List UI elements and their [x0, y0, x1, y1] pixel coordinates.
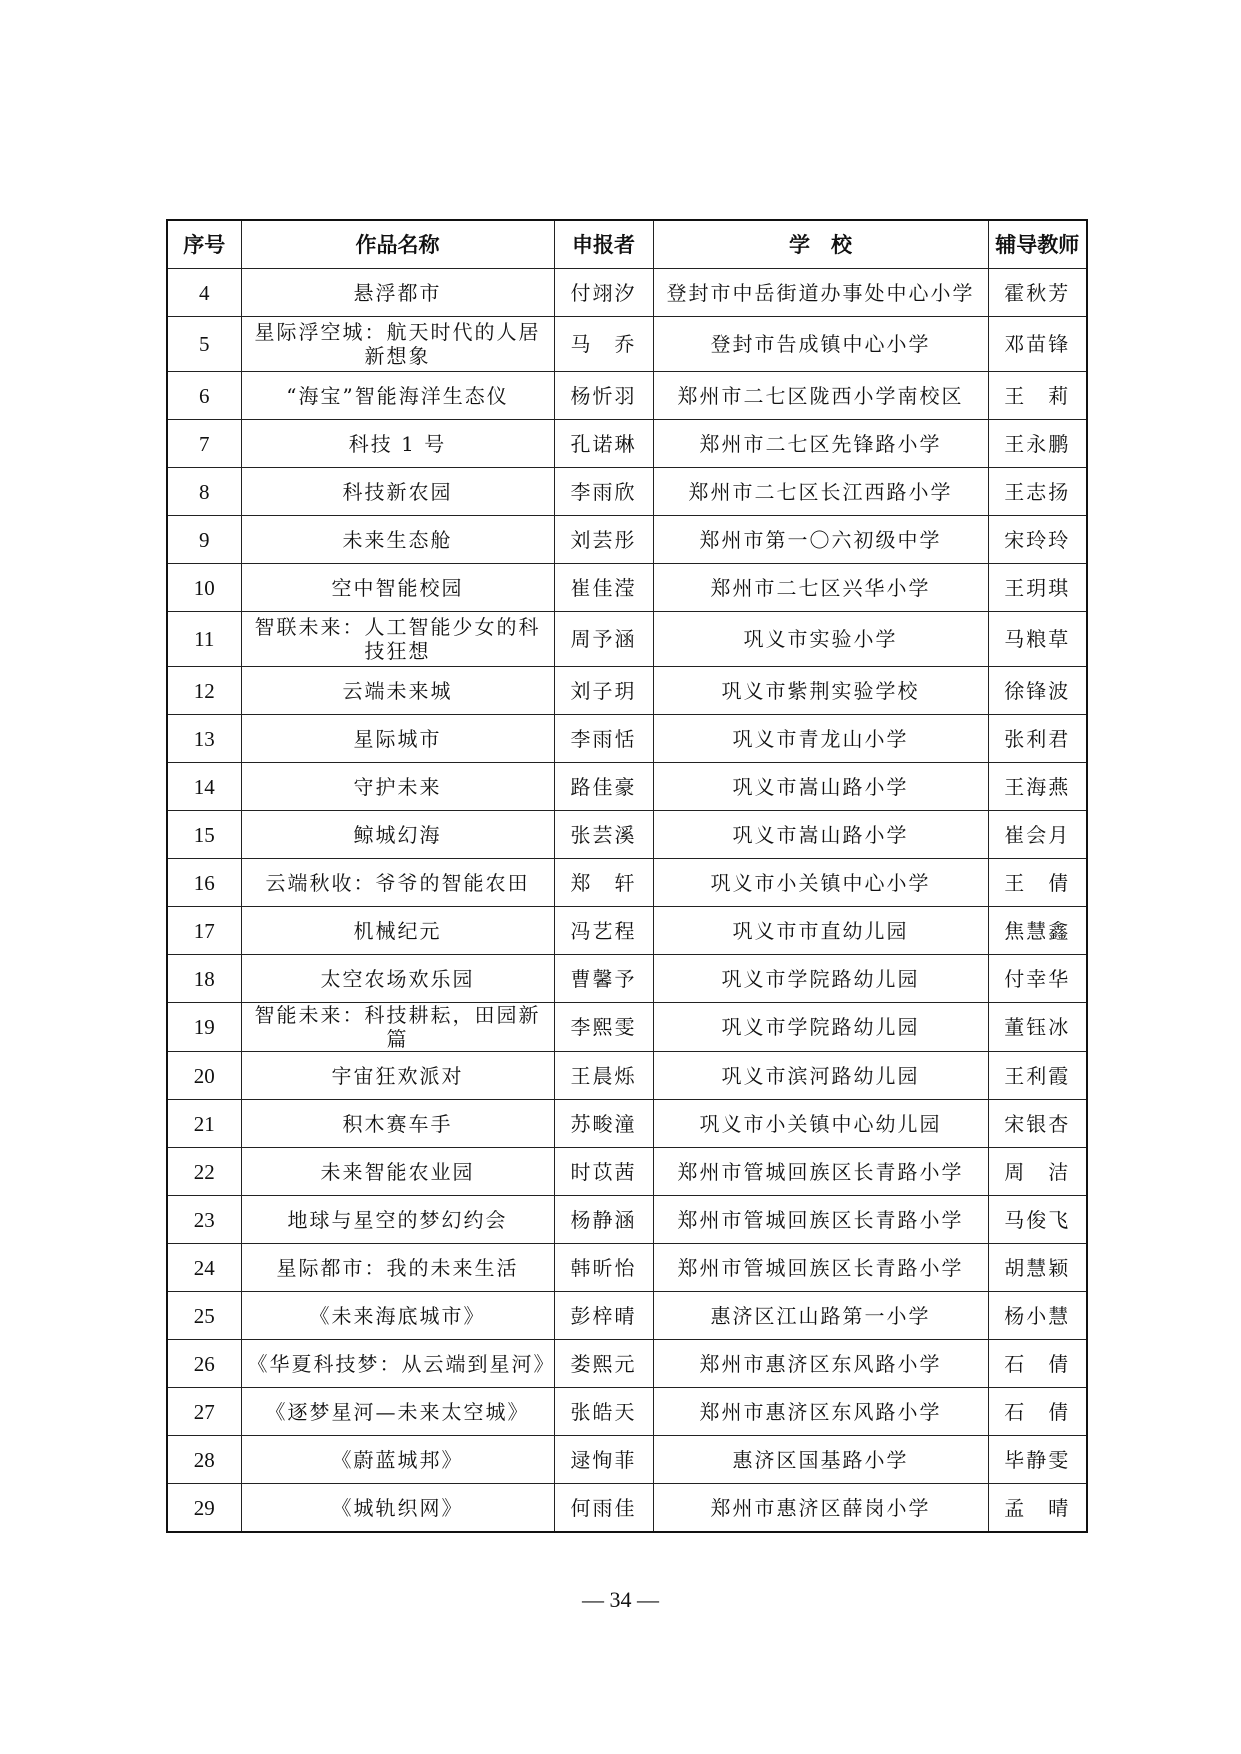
table-row — [167, 468, 1087, 516]
row-school: 巩义市学院路幼儿园 — [653, 1003, 988, 1052]
row-school: 巩义市紫荆实验学校 — [653, 667, 988, 715]
table-row — [167, 1340, 1087, 1388]
row-school: 巩义市学院路幼儿园 — [653, 955, 988, 1003]
row-teacher: 王 倩 — [988, 859, 1087, 907]
row-applicant: 李雨恬 — [554, 715, 653, 763]
row-teacher: 付幸华 — [988, 955, 1087, 1003]
row-work-title: 星际浮空城：航天时代的人居新想象 — [241, 317, 554, 372]
row-applicant: 冯艺程 — [554, 907, 653, 955]
row-teacher: 王利霞 — [988, 1052, 1087, 1100]
table-row — [167, 907, 1087, 955]
row-applicant: 刘芸彤 — [554, 516, 653, 564]
row-teacher: 董钰冰 — [988, 1003, 1087, 1052]
row-school: 郑州市二七区先锋路小学 — [653, 420, 988, 468]
row-school: 巩义市嵩山路小学 — [653, 763, 988, 811]
row-work-title: 悬浮都市 — [241, 269, 554, 317]
row-applicant: 杨忻羽 — [554, 372, 653, 420]
row-work-title: 科技 1 号 — [241, 420, 554, 468]
row-index: 14 — [167, 763, 241, 811]
header-index: 序号 — [167, 220, 241, 269]
row-index: 27 — [167, 1388, 241, 1436]
header-teacher: 辅导教师 — [988, 220, 1087, 269]
table-row — [167, 1003, 1087, 1052]
row-teacher: 马粮草 — [988, 612, 1087, 667]
row-applicant: 王晨烁 — [554, 1052, 653, 1100]
row-work-title: 未来智能农业园 — [241, 1148, 554, 1196]
row-teacher: 焦慧鑫 — [988, 907, 1087, 955]
row-work-title: 云端未来城 — [241, 667, 554, 715]
table-row — [167, 516, 1087, 564]
row-teacher: 马俊飞 — [988, 1196, 1087, 1244]
row-school: 惠济区国基路小学 — [653, 1436, 988, 1484]
row-school: 巩义市市直幼儿园 — [653, 907, 988, 955]
row-teacher: 宋银杏 — [988, 1100, 1087, 1148]
row-school: 巩义市青龙山小学 — [653, 715, 988, 763]
row-teacher: 宋玲玲 — [988, 516, 1087, 564]
row-school: 巩义市小关镇中心小学 — [653, 859, 988, 907]
table-row — [167, 317, 1087, 372]
header-school: 学 校 — [653, 220, 988, 269]
row-index: 5 — [167, 317, 241, 372]
row-index: 10 — [167, 564, 241, 612]
table-row — [167, 763, 1087, 811]
table-row — [167, 1292, 1087, 1340]
row-index: 17 — [167, 907, 241, 955]
row-teacher: 王永鹏 — [988, 420, 1087, 468]
row-teacher: 徐锋波 — [988, 667, 1087, 715]
row-teacher: 王 莉 — [988, 372, 1087, 420]
row-teacher: 毕静雯 — [988, 1436, 1087, 1484]
table-row — [167, 1052, 1087, 1100]
row-index: 19 — [167, 1003, 241, 1052]
row-work-title: 云端秋收：爷爷的智能农田 — [241, 859, 554, 907]
table-row — [167, 1100, 1087, 1148]
row-work-title: “海宝”智能海洋生态仪 — [241, 372, 554, 420]
row-index: 26 — [167, 1340, 241, 1388]
row-work-title: 科技新农园 — [241, 468, 554, 516]
row-school: 郑州市惠济区东风路小学 — [653, 1388, 988, 1436]
row-index: 12 — [167, 667, 241, 715]
table-row — [167, 612, 1087, 667]
row-index: 28 — [167, 1436, 241, 1484]
row-school: 郑州市惠济区东风路小学 — [653, 1340, 988, 1388]
row-teacher: 杨小慧 — [988, 1292, 1087, 1340]
table-row — [167, 955, 1087, 1003]
row-index: 9 — [167, 516, 241, 564]
row-applicant: 李熙雯 — [554, 1003, 653, 1052]
row-school: 巩义市实验小学 — [653, 612, 988, 667]
row-applicant: 娄熙元 — [554, 1340, 653, 1388]
row-work-title: 鲸城幻海 — [241, 811, 554, 859]
row-applicant: 李雨欣 — [554, 468, 653, 516]
row-work-title: 太空农场欢乐园 — [241, 955, 554, 1003]
row-applicant: 张芸溪 — [554, 811, 653, 859]
table-row — [167, 564, 1087, 612]
row-applicant: 郑 轩 — [554, 859, 653, 907]
table-row — [167, 372, 1087, 420]
row-teacher: 张利君 — [988, 715, 1087, 763]
row-school: 郑州市第一〇六初级中学 — [653, 516, 988, 564]
row-applicant: 彭梓晴 — [554, 1292, 653, 1340]
row-teacher: 胡慧颖 — [988, 1244, 1087, 1292]
row-applicant: 路佳豪 — [554, 763, 653, 811]
table-row — [167, 1244, 1087, 1292]
table-row — [167, 715, 1087, 763]
table-body — [167, 269, 1087, 1533]
row-index: 22 — [167, 1148, 241, 1196]
row-applicant: 周予涵 — [554, 612, 653, 667]
row-teacher: 石 倩 — [988, 1388, 1087, 1436]
row-applicant: 逯恂菲 — [554, 1436, 653, 1484]
row-work-title: 未来生态舱 — [241, 516, 554, 564]
row-index: 24 — [167, 1244, 241, 1292]
award-table-container — [166, 219, 1086, 1533]
row-index: 15 — [167, 811, 241, 859]
row-applicant: 马 乔 — [554, 317, 653, 372]
row-school: 巩义市小关镇中心幼儿园 — [653, 1100, 988, 1148]
row-index: 18 — [167, 955, 241, 1003]
row-index: 25 — [167, 1292, 241, 1340]
row-work-title: 积木赛车手 — [241, 1100, 554, 1148]
page-number: — 34 — — [582, 1587, 659, 1612]
row-teacher: 周 洁 — [988, 1148, 1087, 1196]
row-work-title: 《逐梦星河—未来太空城》 — [241, 1388, 554, 1436]
row-school: 巩义市滨河路幼儿园 — [653, 1052, 988, 1100]
row-work-title: 星际都市：我的未来生活 — [241, 1244, 554, 1292]
row-teacher: 霍秋芳 — [988, 269, 1087, 317]
row-school: 郑州市二七区长江西路小学 — [653, 468, 988, 516]
row-applicant: 苏畯潼 — [554, 1100, 653, 1148]
row-applicant: 曹馨予 — [554, 955, 653, 1003]
row-index: 7 — [167, 420, 241, 468]
row-index: 13 — [167, 715, 241, 763]
row-school: 郑州市惠济区薛岗小学 — [653, 1484, 988, 1533]
row-work-title: 《华夏科技梦：从云端到星河》 — [241, 1340, 554, 1388]
row-school: 郑州市二七区陇西小学南校区 — [653, 372, 988, 420]
row-work-title: 地球与星空的梦幻约会 — [241, 1196, 554, 1244]
row-school: 登封市中岳街道办事处中心小学 — [653, 269, 988, 317]
row-applicant: 付翊汐 — [554, 269, 653, 317]
row-school: 郑州市管城回族区长青路小学 — [653, 1244, 988, 1292]
row-work-title: 《城轨织网》 — [241, 1484, 554, 1533]
row-applicant: 韩昕怡 — [554, 1244, 653, 1292]
row-index: 20 — [167, 1052, 241, 1100]
row-index: 16 — [167, 859, 241, 907]
row-teacher: 石 倩 — [988, 1340, 1087, 1388]
row-school: 郑州市管城回族区长青路小学 — [653, 1148, 988, 1196]
table-row — [167, 269, 1087, 317]
row-work-title: 机械纪元 — [241, 907, 554, 955]
row-work-title: 《蔚蓝城邦》 — [241, 1436, 554, 1484]
table-row — [167, 1436, 1087, 1484]
header-work-title: 作品名称 — [241, 220, 554, 269]
row-index: 8 — [167, 468, 241, 516]
header-applicant: 申报者 — [554, 220, 653, 269]
row-work-title: 智联未来：人工智能少女的科技狂想 — [241, 612, 554, 667]
row-applicant: 孔诺琳 — [554, 420, 653, 468]
row-index: 11 — [167, 612, 241, 667]
row-school: 惠济区江山路第一小学 — [653, 1292, 988, 1340]
table-row — [167, 420, 1087, 468]
row-teacher: 王海燕 — [988, 763, 1087, 811]
row-teacher: 孟 晴 — [988, 1484, 1087, 1533]
row-school: 巩义市嵩山路小学 — [653, 811, 988, 859]
row-index: 4 — [167, 269, 241, 317]
row-teacher: 邓苗锋 — [988, 317, 1087, 372]
row-applicant: 张皓天 — [554, 1388, 653, 1436]
award-table — [166, 219, 1088, 1533]
row-work-title: 守护未来 — [241, 763, 554, 811]
table-row — [167, 811, 1087, 859]
row-work-title: 智能未来：科技耕耘，田园新篇 — [241, 1003, 554, 1052]
row-work-title: 宇宙狂欢派对 — [241, 1052, 554, 1100]
row-applicant: 崔佳滢 — [554, 564, 653, 612]
row-index: 6 — [167, 372, 241, 420]
row-applicant: 时苡茜 — [554, 1148, 653, 1196]
table-row — [167, 1148, 1087, 1196]
row-index: 21 — [167, 1100, 241, 1148]
table-row — [167, 859, 1087, 907]
table-row — [167, 1196, 1087, 1244]
row-applicant: 杨静涵 — [554, 1196, 653, 1244]
row-work-title: 星际城市 — [241, 715, 554, 763]
row-applicant: 刘子玥 — [554, 667, 653, 715]
row-teacher: 崔会月 — [988, 811, 1087, 859]
row-index: 29 — [167, 1484, 241, 1533]
row-teacher: 王玥琪 — [988, 564, 1087, 612]
row-applicant: 何雨佳 — [554, 1484, 653, 1533]
row-school: 郑州市二七区兴华小学 — [653, 564, 988, 612]
table-row — [167, 1484, 1087, 1533]
table-header — [167, 220, 1087, 269]
row-work-title: 空中智能校园 — [241, 564, 554, 612]
row-work-title: 《未来海底城市》 — [241, 1292, 554, 1340]
row-teacher: 王志扬 — [988, 468, 1087, 516]
table-row — [167, 1388, 1087, 1436]
row-school: 登封市告成镇中心小学 — [653, 317, 988, 372]
row-index: 23 — [167, 1196, 241, 1244]
row-school: 郑州市管城回族区长青路小学 — [653, 1196, 988, 1244]
table-row — [167, 667, 1087, 715]
